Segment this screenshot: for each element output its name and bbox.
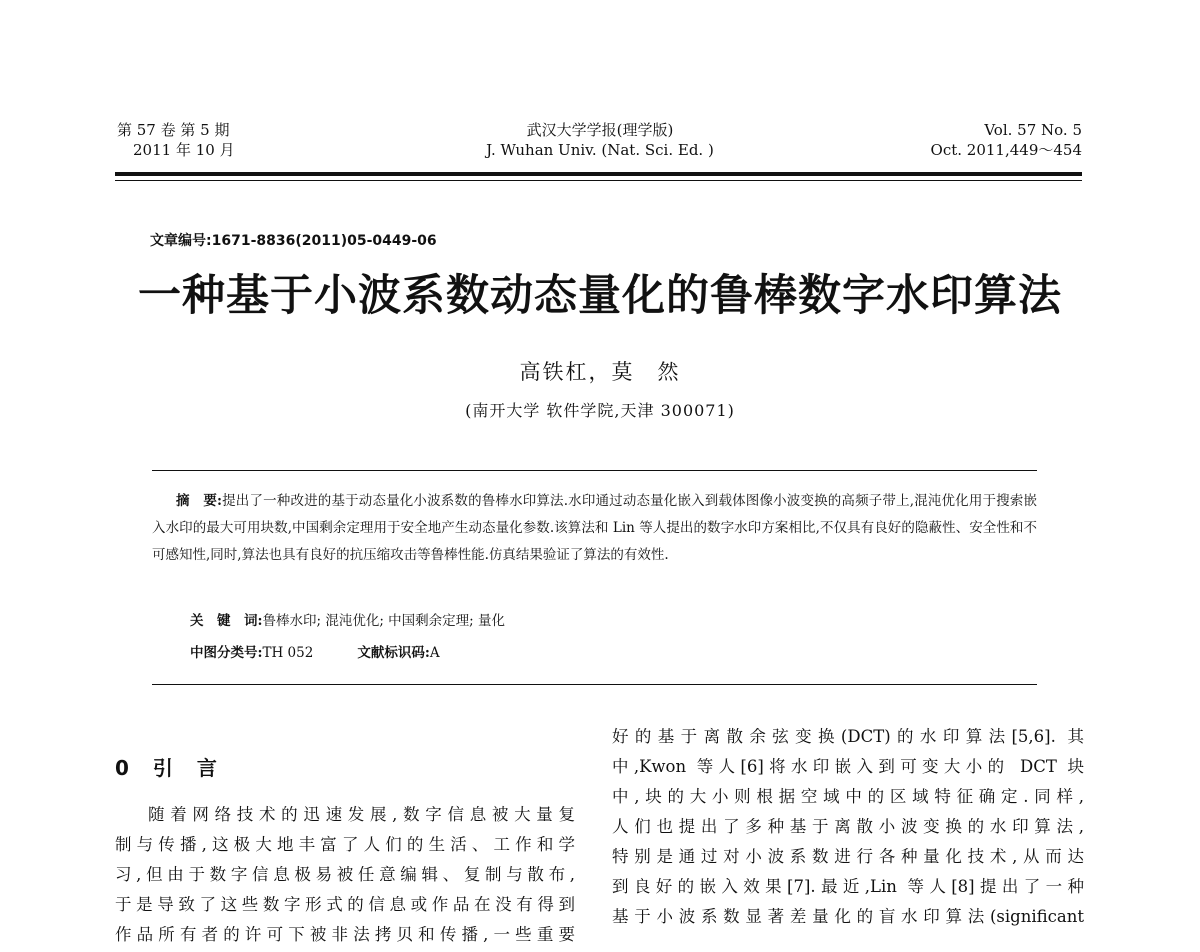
abstract-label: 摘 要: <box>176 493 222 509</box>
abstract-rule-bottom <box>152 684 1037 685</box>
affiliation: (南开大学 软件学院,天津 300071) <box>465 401 735 420</box>
header-journal <box>380 120 820 160</box>
keywords <box>190 608 505 635</box>
header-volume-info <box>117 120 235 160</box>
right-column <box>612 722 1084 932</box>
left-column <box>115 800 575 950</box>
right-line: 中,Kwon 等人[6]将水印嵌入到可变大小的 DCT 块 <box>612 757 1084 776</box>
header-volume-issue: 第 57 卷 第 5 期 <box>117 121 230 139</box>
section-title: 引 言 <box>152 756 219 780</box>
right-line: 特别是通过对小波系数进行各种量化技术,从而达 <box>612 847 1084 866</box>
left-line: 随着网络技术的迅速发展,数字信息被大量复 <box>148 805 575 824</box>
doc-code-value: A <box>429 645 440 661</box>
right-line: 中,块的大小则根据空域中的区域特征确定.同样, <box>612 787 1084 806</box>
classification-label: 中图分类号: <box>190 645 263 661</box>
left-line: 制与传播,这极大地丰富了人们的生活、工作和学 <box>115 835 575 854</box>
paper-title: 一种基于小波系数动态量化的鲁棒数字水印算法 <box>138 271 1062 321</box>
header-journal-en: J. Wuhan Univ. (Nat. Sci. Ed. ) <box>486 141 714 159</box>
header-rule-thin <box>115 180 1082 181</box>
classification <box>190 640 440 667</box>
header-rule-thick <box>115 172 1082 176</box>
abstract <box>152 488 1037 569</box>
doc-code-label: 文献标识码: <box>357 645 430 661</box>
classification-value: TH 052 <box>262 645 314 661</box>
header-vol-en: Vol. 57 No. 5 <box>984 121 1082 139</box>
left-line: 习,但由于数字信息极易被任意编辑、复制与散布, <box>115 865 575 884</box>
article-number: 文章编号:1671-8836(2011)05-0449-06 <box>150 233 437 249</box>
section-number: 0 <box>115 756 131 780</box>
abstract-rule-top <box>152 470 1037 471</box>
keywords-text: 鲁棒水印; 混沌优化; 中国剩余定理; 量化 <box>262 613 506 629</box>
right-line: 到良好的嵌入效果[7].最近,Lin 等人[8]提出了一种 <box>612 877 1084 896</box>
section-heading <box>115 752 219 781</box>
right-line: 人们也提出了多种基于离散小波变换的水印算法, <box>612 817 1084 836</box>
right-line: 好的基于离散余弦变换(DCT)的水印算法[5,6]. 其 <box>612 727 1084 746</box>
authors: 高铁杠，莫 然 <box>519 360 681 384</box>
header-pages: Oct. 2011,449～454 <box>930 141 1082 159</box>
keywords-label: 关 键 词: <box>190 613 263 629</box>
header-journal-cn: 武汉大学学报(理学版) <box>526 121 674 139</box>
left-line: 于是导致了这些数字形式的信息或作品在没有得到 <box>115 895 575 914</box>
abstract-text: 提出了一种改进的基于动态量化小波系数的鲁棒水印算法.水印通过动态量化嵌入到载体图像小波变换的高频子带上,混沌优化用于搜索嵌入水印的最大可用块数,中国剩余定理用于安全地产生动态量化参数.该算法和 Lin 等人提出的数字水印方案相比,不仅具有良好的隐蔽性、安全性和不可感知性,同时,算法也具有良好的抗压缩攻击等鲁棒性能.仿真结果验证了算法的有效性. <box>152 493 1037 563</box>
left-line: 作品所有者的许可下被非法拷贝和传播,一些重要 <box>115 925 575 944</box>
header-date: 2011 年 10 月 <box>133 141 235 159</box>
header-citation <box>860 120 1082 160</box>
right-line: 基于小波系数显著差量化的盲水印算法(significant <box>612 907 1084 926</box>
